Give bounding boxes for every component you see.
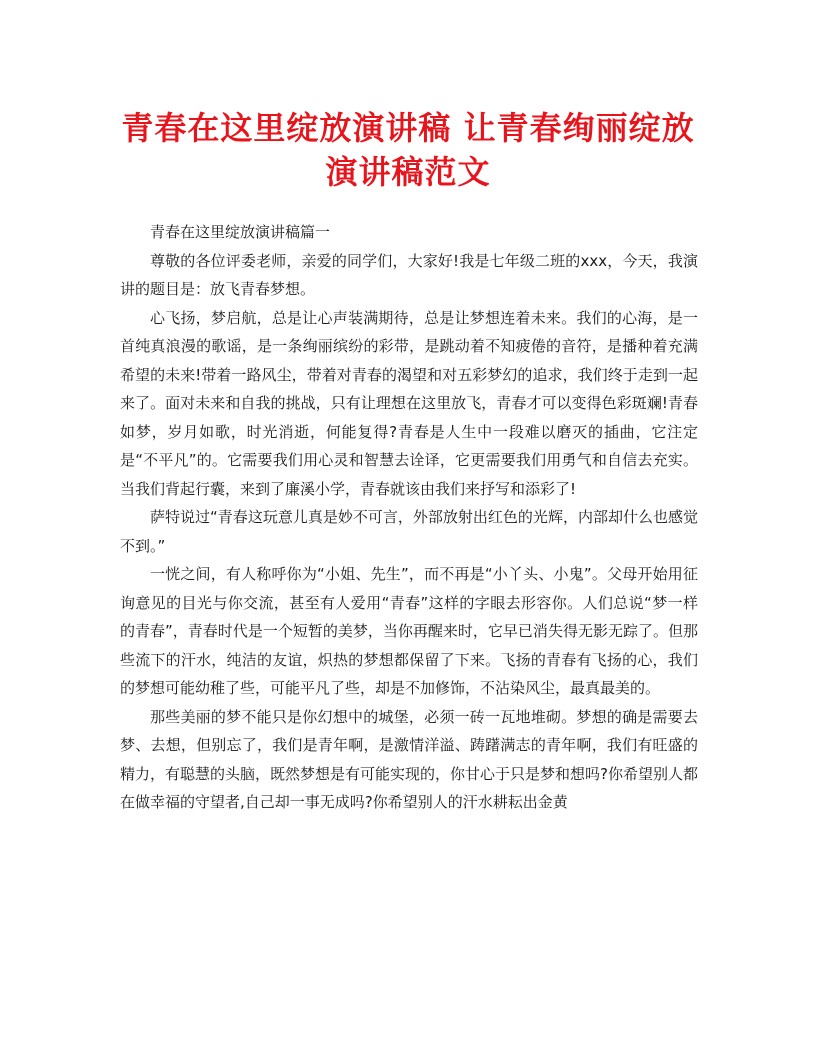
document-title	[100, 106, 716, 194]
section-heading: 青春在这里绽放演讲稿篇一	[150, 223, 331, 241]
title-line-1: 青春在这里绽放演讲稿 让青春绚丽绽放	[121, 109, 695, 147]
paragraph: 那些美丽的梦不能只是你幻想中的城堡，必须一砖一瓦地堆砌。梦想的确是需要去梦、去想，但别忘了，我们是青年啊，是激情洋溢、踌躇满志的青年啊，我们有旺盛的精力，有聪慧的头脑，既然梦想是有可能实现的，你甘心于只是梦和想吗?你希望别人都在做幸福的守望者,自己却一事无成吗?你希望别人的汗水耕耘出金黄	[120, 707, 698, 811]
paragraph: 心飞扬，梦启航，总是让心声装满期待，总是让梦想连着未来。我们的心海，是一首纯真浪漫的歌谣，是一条绚丽缤纷的彩带，是跳动着不知疲倦的音符，是播种着充满希望的未来!带着一路风尘，带着对青春的渴望和对五彩梦幻的追求，我们终于走到一起来了。面对未来和自我的挑战，只有让理想在这里放飞，青春才可以变得色彩斑斓!青春如梦，岁月如歌，时光消逝，何能复得?青春是人生中一段难以磨灭的插曲，它注定是“不平凡”的。它需要我们用心灵和智慧去诠译，它更需要我们用勇气和自信去充实。当我们背起行囊，来到了廉溪小学，青春就该由我们来抒写和添彩了!	[120, 308, 698, 498]
paragraph: 一恍之间，有人称呼你为“小姐、先生”，而不再是“小丫头、小鬼”。父母开始用征询意见的目光与你交流，甚至有人爱用“青春”这样的字眼去形容你。人们总说“梦一样的青春”，青春时代是一个短暂的美梦，当你再醒来时，它早已消失得无影无踪了。但那些流下的汗水，纯洁的友谊，炽热的梦想都保留了下来。飞扬的青春有飞扬的心，我们的梦想可能幼稚了些，可能平凡了些，却是不加修饰，不沾染风尘，最真最美的。	[120, 565, 698, 697]
paragraph: 萨特说过“青春这玩意儿真是妙不可言，外部放射出红色的光辉，内部却什么也感觉不到。”	[120, 508, 698, 555]
paragraph: 尊敬的各位评委老师，亲爱的同学们，大家好!我是七年级二班的xxx，今天，我演讲的题目是：放飞青春梦想。	[120, 251, 698, 298]
document-body	[120, 218, 698, 817]
title-line-2: 演讲稿范文	[325, 153, 491, 191]
